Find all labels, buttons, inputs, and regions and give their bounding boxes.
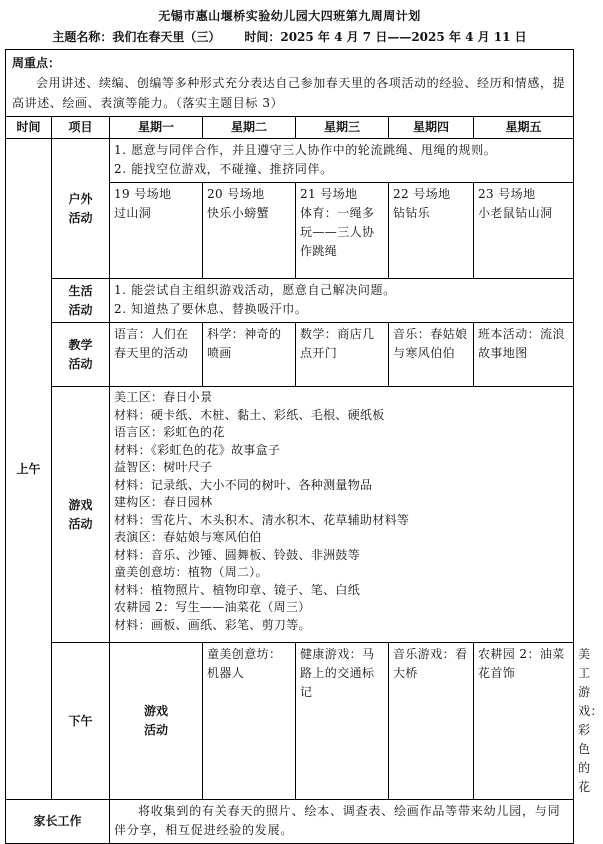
life-goal: 2. 知道热了要休息、替换吸汗巾。 [114,302,308,316]
afternoon-tuesday: 健康游戏：马路上的交通标记 [296,643,389,800]
game-line: 材料：《彩虹色的花》故事盒子 [114,442,281,457]
game-line: 材料：记录纸、大小不同的树叶、各种测量物品 [114,477,373,492]
outdoor-wednesday [296,183,389,279]
life-label [52,279,110,323]
outdoor-tuesday [203,183,296,279]
outdoor-goal: 1. 愿意与同伴合作，并且遵守三人协作中的轮流跳绳、甩绳的规则。 [114,143,497,157]
outdoor-monday [110,183,203,279]
page-title: 无锡市惠山堰桥实验幼儿园大四班第九周周计划 [158,9,421,23]
teaching-tuesday: 科学：神奇的喷画 [203,323,296,387]
weekly-focus [6,50,574,117]
header-monday: 星期一 [110,117,203,139]
outdoor-label-1: 户外 [68,191,93,206]
header-friday: 星期五 [474,117,574,139]
life-label-1: 生活 [68,283,93,298]
game-line: 童美创意坊：植物（周二）。 [114,565,268,579]
teaching-label-1: 教学 [68,337,93,352]
life-row [6,279,574,323]
game-line: 益智区：树叶尺子 [114,460,213,474]
activity: 快乐小螃蟹 [207,206,270,220]
teaching-label [52,323,110,387]
game-line: 表演区：春姑娘与寒风伯伯 [114,530,262,544]
teaching-row [6,323,574,387]
afternoon-games-label-1: 游戏 [143,704,168,718]
header-row [6,117,574,139]
teaching-friday: 班本活动：流浪故事地图 [474,323,574,387]
theme-name: 主题名称：我们在春天里（三） [52,30,221,44]
date-range: 时间：2025 年 4 月 7 日——2025 年 4 月 11 日 [244,30,527,44]
header-tuesday: 星期二 [203,117,296,139]
life-goals [110,279,574,323]
game-line: 材料：硬卡纸、木桩、黏土、彩纸、毛根、硬纸板 [114,407,385,422]
game-line: 建构区：春日园林 [114,495,213,509]
header-time: 时间 [6,117,52,139]
games-label-2: 活动 [68,516,93,531]
game-line: 语言区：彩虹色的花 [114,425,225,439]
games-label [52,387,110,643]
games-list [110,387,574,643]
game-line: 美工区：春日小景 [114,390,213,404]
outdoor-friday [474,183,574,279]
life-label-2: 活动 [68,302,93,317]
outdoor-goals-row [6,139,574,183]
venue: 20 号场地 [207,187,265,201]
parents-row [6,800,574,844]
games-row [6,387,574,643]
venue: 22 号场地 [393,187,451,201]
game-line: 农耕园 2：写生——油菜花（周三） [114,600,311,614]
focus-text: 会用讲述、续编、创编等多种形式充分表达自己参加春天里的各项活动的经验、经历和情感，提高讲述、绘画、表演等能力。（落实主题目标 3） [12,76,566,110]
header-wednesday: 星期三 [296,117,389,139]
afternoon-wednesday: 音乐游戏：看大桥 [389,643,474,800]
focus-row [6,50,574,117]
afternoon-monday: 童美创意坊：机器人 [203,643,296,800]
venue: 21 号场地 [300,187,358,201]
game-line: 材料：雪花片、木头积木、清水积木、花草辅助材料等 [114,512,410,527]
header-thursday: 星期四 [389,117,474,139]
venue: 23 号场地 [478,187,536,201]
game-line: 材料：画板、画纸、彩笔、剪刀等。 [114,617,311,632]
afternoon-games-label-2: 活动 [143,723,168,737]
teaching-label-2: 活动 [68,356,93,371]
outdoor-thursday [389,183,474,279]
afternoon-label: 下午 [52,643,110,800]
teaching-monday: 语言：人们在春天里的活动 [110,323,203,387]
outdoor-goals [110,139,574,183]
parents-text: 将收集到的有关春天的照片、绘本、调查表、绘画作品等带来幼儿园，与同伴分享，相互促进经验的发展。 [110,800,574,844]
teaching-thursday: 音乐：春姑娘与寒风伯伯 [389,323,474,387]
header-item: 项目 [52,117,110,139]
activity: 体育：一绳多玩——三人协作跳绳 [300,206,375,258]
outdoor-label [52,139,110,279]
life-goal: 1. 能尝试自主组织游戏活动，愿意自己解决问题。 [114,283,396,297]
weekly-plan-table [5,49,603,844]
morning-label: 上午 [6,139,52,800]
theme-line [0,28,579,45]
games-label-1: 游戏 [68,497,93,512]
venue: 19 号场地 [114,187,172,201]
activity: 钻钻乐 [393,206,431,220]
focus-label: 周重点： [12,56,61,70]
activity: 小老鼠钻山洞 [478,206,553,220]
outdoor-goal: 2. 能找空位游戏，不碰撞、推挤同伴。 [114,162,333,176]
afternoon-games-label [110,643,203,800]
game-line: 材料：植物照片、植物印章、镜子、笔、白纸 [114,582,361,597]
afternoon-thursday: 农耕园 2：油菜花首饰 [474,643,574,800]
game-line: 材料：音乐、沙锤、圆舞板、铃鼓、非洲鼓等 [114,547,361,562]
afternoon-row: 下午 游戏 活动 童美创意坊：机器人 健康游戏：马路上的交通标记 音乐游戏：看大桥 农耕园 2：油菜花首饰 美工游戏：彩色的花 [6,643,574,800]
parents-label: 家长工作 [6,800,110,844]
activity: 过山洞 [114,206,152,220]
outdoor-label-2: 活动 [68,210,93,225]
teaching-wednesday: 数学：商店几点开门 [296,323,389,387]
